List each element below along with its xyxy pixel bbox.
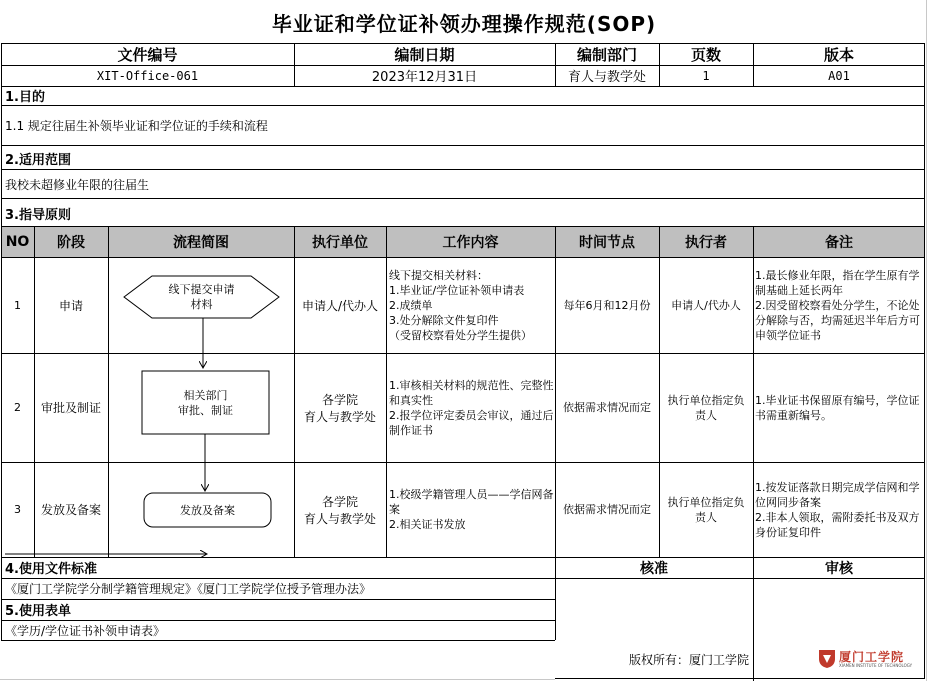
- meta-header-dept: 编制部门: [576, 46, 637, 64]
- col-header-unit: 执行单位: [294, 227, 386, 257]
- row3-unit-text: 各学院 育人与教学处: [303, 494, 376, 526]
- logo-subtext: XIAMEN INSTITUTE OF TECHNOLOGY: [839, 663, 913, 668]
- guide-title: 3.指导原则: [5, 207, 71, 223]
- row3-stage: 发放及备案: [40, 503, 101, 517]
- flow-node-issue: 发放及备案: [180, 503, 235, 517]
- row1-no: 1: [14, 298, 21, 312]
- meta-dept: 育人与教学处: [567, 70, 646, 85]
- purpose-title: 1.目的: [5, 90, 45, 105]
- row2-remark-text: 1.毕业证书保留原有编号，学位证书需重新编号。: [755, 393, 920, 422]
- row2-executor: 执行单位指定负责人: [667, 393, 745, 422]
- review-label: 审核: [825, 560, 853, 577]
- meta-date: 2023年12月31日: [371, 70, 478, 85]
- forms-text: 《学历/学位证书补领申请表》: [5, 623, 166, 638]
- meta-pages: 1: [702, 68, 710, 83]
- copyright: 版权所有：厦门工学院: [628, 652, 749, 667]
- row3-remark-text: 1.按发证落款日期完成学信网和学位网同步备案 2.非本人领取，需附委托书及双方身份证复印件: [755, 480, 920, 539]
- check-label: 核准: [640, 560, 668, 577]
- standards-title: 4.使用文件标准: [5, 562, 97, 577]
- row3-no: 3: [14, 503, 21, 516]
- flow-node-submit-text: 线下提交申请 材料: [168, 283, 235, 311]
- row2-content-text: 1.审核相关材料的规范性、完整性和真实性 2.报学位评定委员会审议，通过后制作证书: [389, 378, 554, 437]
- flow-node-approve-text: 相关部门 审批、制证: [178, 388, 233, 417]
- row3-content-text: 1.校级学籍管理人员——学信网备案 2.相关证书发放: [389, 488, 554, 531]
- col-header-executor: 执行者: [659, 227, 753, 257]
- col-header-time: 时间节点: [555, 227, 659, 257]
- col-header-flow: 流程简图: [108, 227, 294, 257]
- col-header-content: 工作内容: [386, 227, 555, 257]
- meta-header-date: 编制日期: [394, 46, 455, 64]
- meta-version: A01: [828, 68, 850, 83]
- page-title: 毕业证和学位证补领办理操作规范(SOP): [271, 11, 657, 36]
- row1-content-text: 线下提交相关材料： 1.毕业证/学位证补领申请表 2.成绩单 3.处分解除文件复印件 （受留校察看处分学生提供）: [389, 268, 532, 342]
- row1-unit: 申请人/代办人: [301, 298, 379, 313]
- meta-header-pages: 页数: [690, 46, 721, 64]
- row1-remark-text: 1.最长修业年限，指在学生原有学制基础上延长两年 2.因受留校察看处分学生，不论处分解除与否，均需延迟半年后方可申领学位证书: [755, 268, 920, 342]
- shield-icon: [818, 649, 836, 669]
- logo-text: 厦门工学院: [839, 650, 905, 664]
- row1-stage: 申请: [58, 298, 83, 313]
- meta-header-version: 版本: [823, 46, 854, 64]
- col-header-no: NO: [1, 227, 34, 257]
- purpose-text: 1.1 规定往届生补领毕业证和学位证的手续和流程: [5, 118, 268, 133]
- row2-no: 2: [14, 401, 21, 414]
- forms-title: 5.使用表单: [5, 604, 71, 619]
- flow-node-submit: [140, 276, 263, 318]
- row1-executor: 申请人/代办人: [671, 298, 741, 312]
- scope-text: 我校未超修业年限的往届生: [5, 177, 150, 192]
- row3-executor: 执行单位指定负责人: [667, 495, 745, 524]
- row3-time: 依据需求情况而定: [563, 503, 651, 516]
- row2-unit-text: 各学院 育人与教学处: [303, 392, 376, 424]
- meta-doc-no: XIT-Office-061: [96, 68, 199, 83]
- row2-stage: 审批及制证: [40, 401, 101, 415]
- col-header-stage: 阶段: [34, 227, 108, 257]
- scope-title: 2.适用范围: [5, 152, 71, 168]
- school-logo: [818, 646, 922, 672]
- row1-time: 每年6月和12月份: [563, 298, 651, 312]
- meta-header-doc-no: 文件编号: [117, 46, 178, 64]
- flow-node-approve: [142, 371, 269, 434]
- standards-text: 《厦门工学院学分制学籍管理规定》《厦门工学院学位授予管理办法》: [5, 582, 372, 596]
- row2-time: 依据需求情况而定: [563, 401, 651, 414]
- col-header-remark: 备注: [753, 227, 925, 257]
